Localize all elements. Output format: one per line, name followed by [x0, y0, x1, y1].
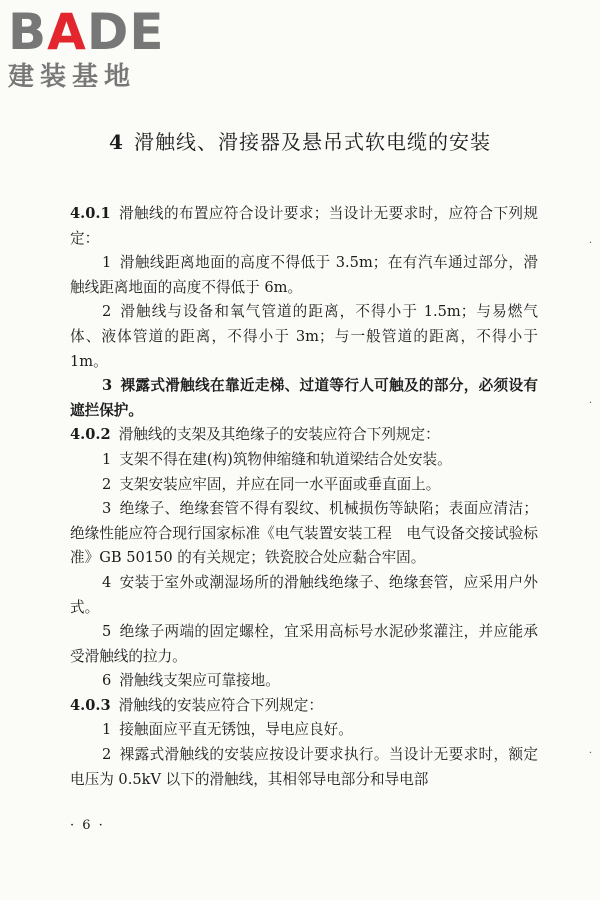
- clause-number: 4.0.1: [70, 205, 111, 222]
- clause-number: 4.0.2: [70, 426, 111, 444]
- list-item: [70, 300, 538, 374]
- item-text: 绝缘子两端的固定螺栓，宜采用高标号水泥砂浆灌注，并应能承受滑触线的拉力。: [70, 623, 538, 665]
- document-body: [70, 202, 538, 792]
- item-text: 安装于室外或潮湿场所的滑触线绝缘子、绝缘套管，应采用户外式。: [70, 573, 538, 616]
- clause-4-0-1: [70, 202, 538, 251]
- clause-4-0-3: [70, 694, 538, 719]
- chapter-title-text: 滑触线、滑接器及悬吊式软电缆的安装: [133, 130, 491, 154]
- list-item: [70, 497, 538, 571]
- clause-text: 滑触线的支架及其绝缘子的安装应符合下列规定：: [118, 426, 440, 444]
- list-item: [70, 669, 538, 694]
- clause-4-0-2: [70, 423, 538, 448]
- list-item: [70, 251, 538, 300]
- clause-text: 滑触线的安装应符合下列规定：: [118, 696, 323, 714]
- item-text: 裸露式滑触线的安装应按设计要求执行。当设计无要求时，额定电压为 0.5kV 以下的滑触线，其相邻导电部分和导电部: [70, 746, 538, 788]
- item-number: 4: [102, 573, 112, 591]
- logo-letter-a: A: [47, 3, 87, 61]
- item-text: 绝缘子、绝缘套管不得有裂纹、机械损伤等缺陷；表面应清洁；绝缘性能应符合现行国家标准《电气装置安装工程 电气设备交接试验标准》GB 50150 的有关规定；铁瓷胶合处应黏合牢固。: [70, 500, 538, 567]
- logo-letters-de: DE: [86, 3, 165, 61]
- margin-mark: ·: [588, 398, 592, 409]
- list-item: [70, 743, 538, 792]
- margin-mark: ·: [588, 238, 592, 249]
- list-item: [70, 374, 538, 423]
- item-number: 3: [102, 500, 112, 518]
- logo-wordmark: [8, 4, 165, 60]
- bade-logo: [8, 4, 178, 96]
- item-text: 裸露式滑触线在靠近走梯、过道等行人可触及的部分，必须设有遮拦保护。: [70, 377, 538, 419]
- clause-text: 滑触线的布置应符合设计要求；当设计无要求时，应符合下列规定：: [70, 205, 538, 247]
- list-item: [70, 473, 538, 498]
- clause-number: 4.0.3: [70, 696, 111, 714]
- list-item: [70, 448, 538, 473]
- item-number: 5: [102, 623, 112, 641]
- chapter-number: 4: [109, 130, 124, 154]
- margin-mark: ·: [588, 748, 592, 759]
- item-number: 1: [102, 721, 112, 739]
- item-text: 接触面应平直无锈蚀，导电应良好。: [119, 721, 353, 739]
- item-number: 1: [102, 450, 112, 468]
- item-number: 1: [102, 254, 112, 272]
- item-number: 2: [102, 303, 112, 321]
- list-item: [70, 718, 538, 743]
- chapter-title: [0, 128, 600, 156]
- item-number: 2: [102, 475, 112, 493]
- item-text: 支架不得在建(构)筑物伸缩缝和轨道梁结合处安装。: [119, 450, 452, 468]
- item-text: 滑触线距离地面的高度不得低于 3.5m；在有汽车通过部分，滑触线距离地面的高度不得低于 6m。: [70, 254, 538, 296]
- page-number: · 6 ·: [70, 818, 105, 833]
- item-number: 2: [102, 746, 112, 764]
- list-item: [70, 571, 538, 620]
- item-text: 支架安装应牢固，并应在同一水平面或垂直面上。: [119, 475, 441, 493]
- item-text: 滑触线支架应可靠接地。: [119, 672, 280, 690]
- logo-letter-b: B: [8, 3, 48, 61]
- item-number: 6: [102, 672, 112, 690]
- logo-subtitle: 建装基地: [8, 62, 137, 92]
- item-number: 3: [102, 377, 113, 395]
- item-text: 滑触线与设备和氧气管道的距离，不得小于 1.5m；与易燃气体、液体管道的距离，不得小于 3m；与一般管道的距离，不得小于 1m。: [70, 303, 538, 370]
- list-item: [70, 620, 538, 669]
